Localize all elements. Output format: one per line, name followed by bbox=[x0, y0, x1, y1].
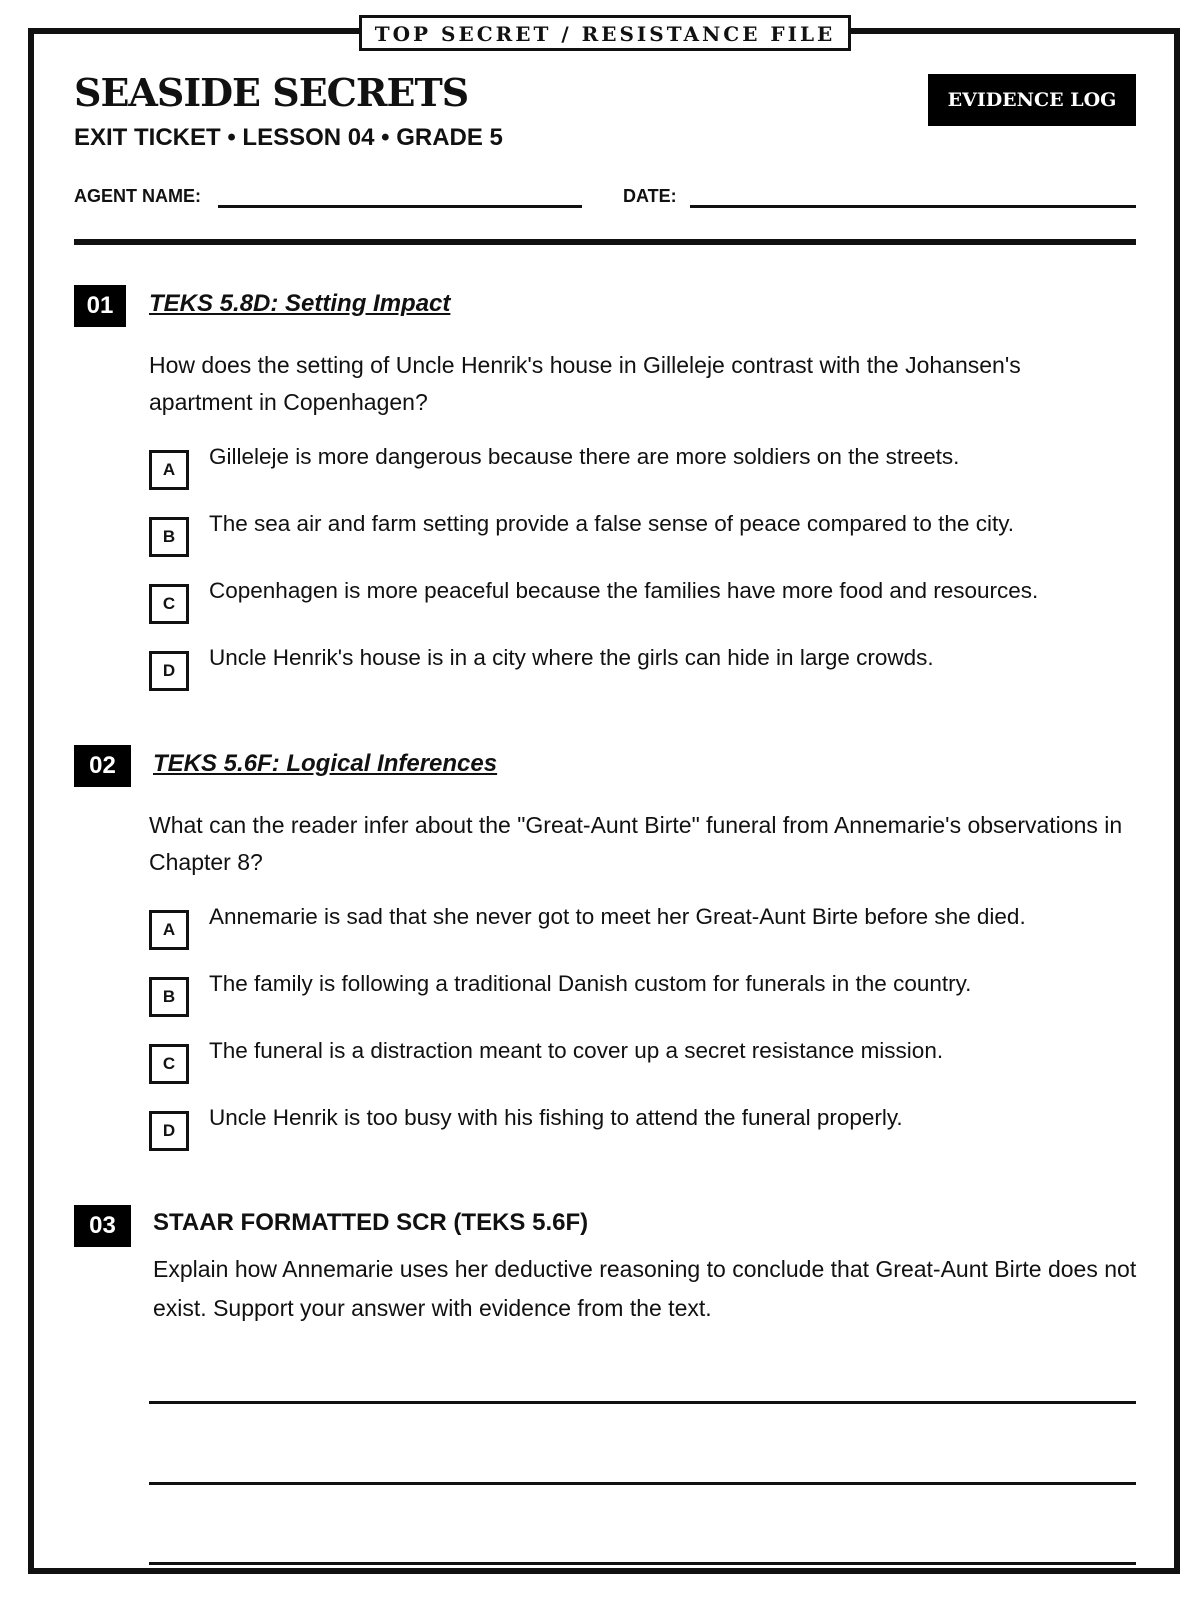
option-checkbox[interactable]: C bbox=[149, 1044, 189, 1084]
question-heading: TEKS 5.8D: Setting Impact bbox=[149, 290, 451, 317]
option-checkbox[interactable]: B bbox=[149, 977, 189, 1017]
option-text: Uncle Henrik is too busy with his fishing to attend the funeral properly. bbox=[209, 1105, 903, 1130]
question-number: 02 bbox=[74, 745, 131, 787]
header-divider bbox=[74, 239, 1136, 245]
option-text: Uncle Henrik's house is in a city where the girls can hide in large crowds. bbox=[209, 645, 934, 670]
agent-name-label: AGENT NAME: bbox=[74, 186, 201, 206]
date-input[interactable] bbox=[690, 205, 1136, 208]
option-checkbox[interactable]: D bbox=[149, 1111, 189, 1151]
option-text: Gilleleje is more dangerous because there are more soldiers on the streets. bbox=[209, 444, 960, 469]
option-checkbox[interactable]: C bbox=[149, 584, 189, 624]
page-border bbox=[28, 28, 1180, 1574]
answer-line[interactable] bbox=[149, 1562, 1136, 1565]
question-heading: TEKS 5.6F: Logical Inferences bbox=[153, 750, 498, 777]
page-subtitle: EXIT TICKET • LESSON 04 • GRADE 5 bbox=[74, 124, 503, 151]
answer-line[interactable] bbox=[149, 1482, 1136, 1485]
answer-line[interactable] bbox=[149, 1401, 1136, 1404]
question-number: 01 bbox=[74, 285, 126, 327]
option-text: Annemarie is sad that she never got to meet her Great-Aunt Birte before she died. bbox=[209, 904, 1026, 929]
question-number: 03 bbox=[74, 1205, 131, 1247]
question-text: Explain how Annemarie uses her deductive reasoning to conclude that Great-Aunt Birte does not exist. Support your answer with evidence from the text. bbox=[153, 1256, 1137, 1321]
question-text: How does the setting of Uncle Henrik's house in Gilleleje contrast with the Johansen's apartment in Copenhagen? bbox=[149, 352, 1021, 415]
option-text: The sea air and farm setting provide a false sense of peace compared to the city. bbox=[209, 511, 1015, 536]
option-checkbox[interactable]: A bbox=[149, 910, 189, 950]
date-label: DATE: bbox=[623, 186, 677, 206]
agent-name-input[interactable] bbox=[218, 205, 582, 208]
option-text: The family is following a traditional Danish custom for funerals in the country. bbox=[209, 971, 972, 996]
option-text: Copenhagen is more peaceful because the families have more food and resources. bbox=[209, 578, 1039, 603]
evidence-log-button[interactable]: EVIDENCE LOG bbox=[928, 74, 1136, 126]
question-text: What can the reader infer about the "Great-Aunt Birte" funeral from Annemarie's observations in Chapter 8? bbox=[149, 812, 1123, 875]
option-checkbox[interactable]: D bbox=[149, 651, 189, 691]
option-checkbox[interactable]: A bbox=[149, 450, 189, 490]
page-title: SEASIDE SECRETS bbox=[74, 70, 469, 115]
classification-banner: TOP SECRET / RESISTANCE FILE bbox=[359, 15, 851, 51]
option-text: The funeral is a distraction meant to cover up a secret resistance mission. bbox=[209, 1038, 944, 1063]
question-heading: STAAR FORMATTED SCR (TEKS 5.6F) bbox=[153, 1209, 589, 1236]
option-checkbox[interactable]: B bbox=[149, 517, 189, 557]
